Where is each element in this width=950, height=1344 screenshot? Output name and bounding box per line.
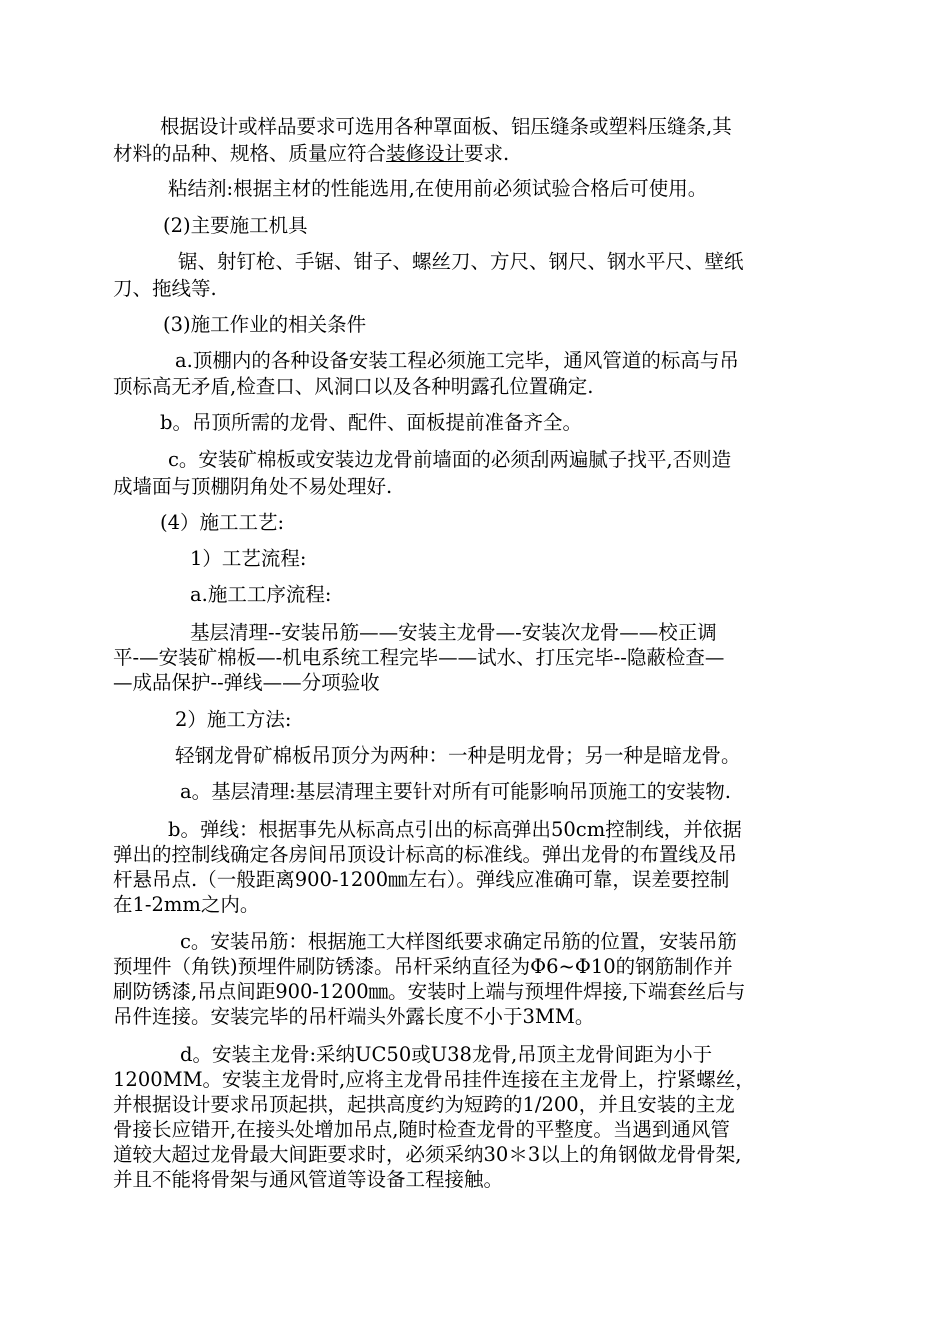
paragraph-method-a: a。基层清理:基层清理主要针对所有可能影响吊顶施工的安装物.	[180, 780, 731, 803]
paragraph-method-d-line-4: 骨接长应错开,在接头处增加吊点,随时检查龙骨的平整度。当遇到通风管	[113, 1118, 730, 1141]
paragraph-tools-line-2: 刀、拖线等.	[113, 277, 217, 300]
paragraph-method-b-line-3: 杆悬吊点.（一般距离900-1200㎜左右）。弹线应准确可靠，误差要控制	[113, 868, 730, 891]
paragraph-method-d-line-2: 1200MM。安装主龙骨时,应将主龙骨吊挂件连接在主龙骨上，拧紧螺丝，	[113, 1068, 755, 1091]
paragraph-method-d-line-3: 并根据设计要求吊顶起拱，起拱高度约为短跨的1/200，并且安装的主龙	[113, 1093, 735, 1116]
heading-flow: 1）工艺流程:	[190, 547, 307, 570]
paragraph-sequence-line-3: —成品保护--弹线——分项验收	[113, 671, 380, 694]
paragraph-method-d-line-6: 并且不能将骨架与通风管道等设备工程接触。	[113, 1168, 504, 1191]
paragraph-sequence-line-1: 基层清理--安装吊筋——安装主龙骨—-安装次龙骨——校正调	[190, 621, 717, 644]
heading-tools: (2)主要施工机具	[163, 214, 308, 237]
paragraph-method-b-line-4: 在1-2mm之内。	[113, 893, 260, 916]
paragraph-condition-c-line-1: c。安装矿棉板或安装边龙骨前墙面的必须刮两遍腻子找平,否则造	[168, 448, 732, 471]
paragraph-condition-a-line-2: 顶标高无矛盾,检查口、风洞口以及各种明露孔位置确定.	[113, 375, 594, 398]
paragraph-method-c-line-1: c。安装吊筋：根据施工大样图纸要求确定吊筋的位置，安装吊筋	[180, 930, 737, 953]
heading-method: 2）施工方法:	[175, 708, 292, 731]
heading-process: (4）施工工艺:	[160, 511, 285, 534]
paragraph-sequence-line-2: 平-—安装矿棉板—-机电系统工程完毕——试水、打压完毕--隐蔽检查—	[113, 646, 725, 669]
paragraph-tools-line-1: 锯、射钉枪、手锯、钳子、螺丝刀、方尺、钢尺、钢水平尺、壁纸	[178, 250, 744, 273]
paragraph-condition-c-line-2: 成墙面与顶棚阴角处不易处理好.	[113, 475, 393, 498]
paragraph-condition-b: b。吊顶所需的龙骨、配件、面板提前准备齐全。	[160, 411, 582, 434]
paragraph-condition-a-line-1: a.顶棚内的各种设备安装工程必须施工完毕，通风管道的标高与吊	[175, 349, 739, 372]
materials-line-2-prefix: 材料的品种、规格、质量应符合	[113, 142, 387, 165]
paragraph-method-d-line-5: 道较大超过龙骨最大间距要求时，必须采纳30＊3以上的角钢做龙骨骨架,	[113, 1143, 742, 1166]
paragraph-method-c-line-4: 吊件连接。安装完毕的吊杆端头外露长度不小于3MM。	[113, 1005, 595, 1028]
paragraph-method-c-line-2: 预埋件（角铁)预埋件刷防锈漆。吊杆采纳直径为Φ6~Φ10的钢筋制作并	[113, 955, 733, 978]
materials-line-2-suffix: 要求.	[464, 142, 510, 165]
paragraph-materials-line-1: 根据设计或样品要求可选用各种罩面板、铝压缝条或塑料压缝条,其	[160, 115, 732, 138]
paragraph-method-intro: 轻钢龙骨矿棉板吊顶分为两种：一种是明龙骨；另一种是暗龙骨。	[175, 744, 741, 767]
heading-sequence: a.施工工序流程:	[190, 583, 332, 606]
paragraph-method-d-line-1: d。安装主龙骨:采纳UC50或U38龙骨,吊顶主龙骨间距为小于	[180, 1043, 713, 1066]
paragraph-method-c-line-3: 刷防锈漆,吊点间距900-1200㎜。安装时上端与预埋件焊接,下端套丝后与	[113, 980, 746, 1003]
paragraph-method-b-line-2: 弹出的控制线确定各房间吊顶设计标高的标准线。弹出龙骨的布置线及吊	[113, 843, 738, 866]
underlined-phrase: 装修设计	[386, 142, 465, 165]
heading-conditions: (3)施工作业的相关条件	[163, 313, 367, 336]
paragraph-method-b-line-1: b。弹线：根据事先从标高点引出的标高弹出50cm控制线，并依据	[168, 818, 742, 841]
paragraph-materials-line-2	[113, 142, 509, 166]
paragraph-adhesive: 粘结剂:根据主材的性能选用,在使用前必须试验合格后可使用。	[168, 177, 708, 200]
